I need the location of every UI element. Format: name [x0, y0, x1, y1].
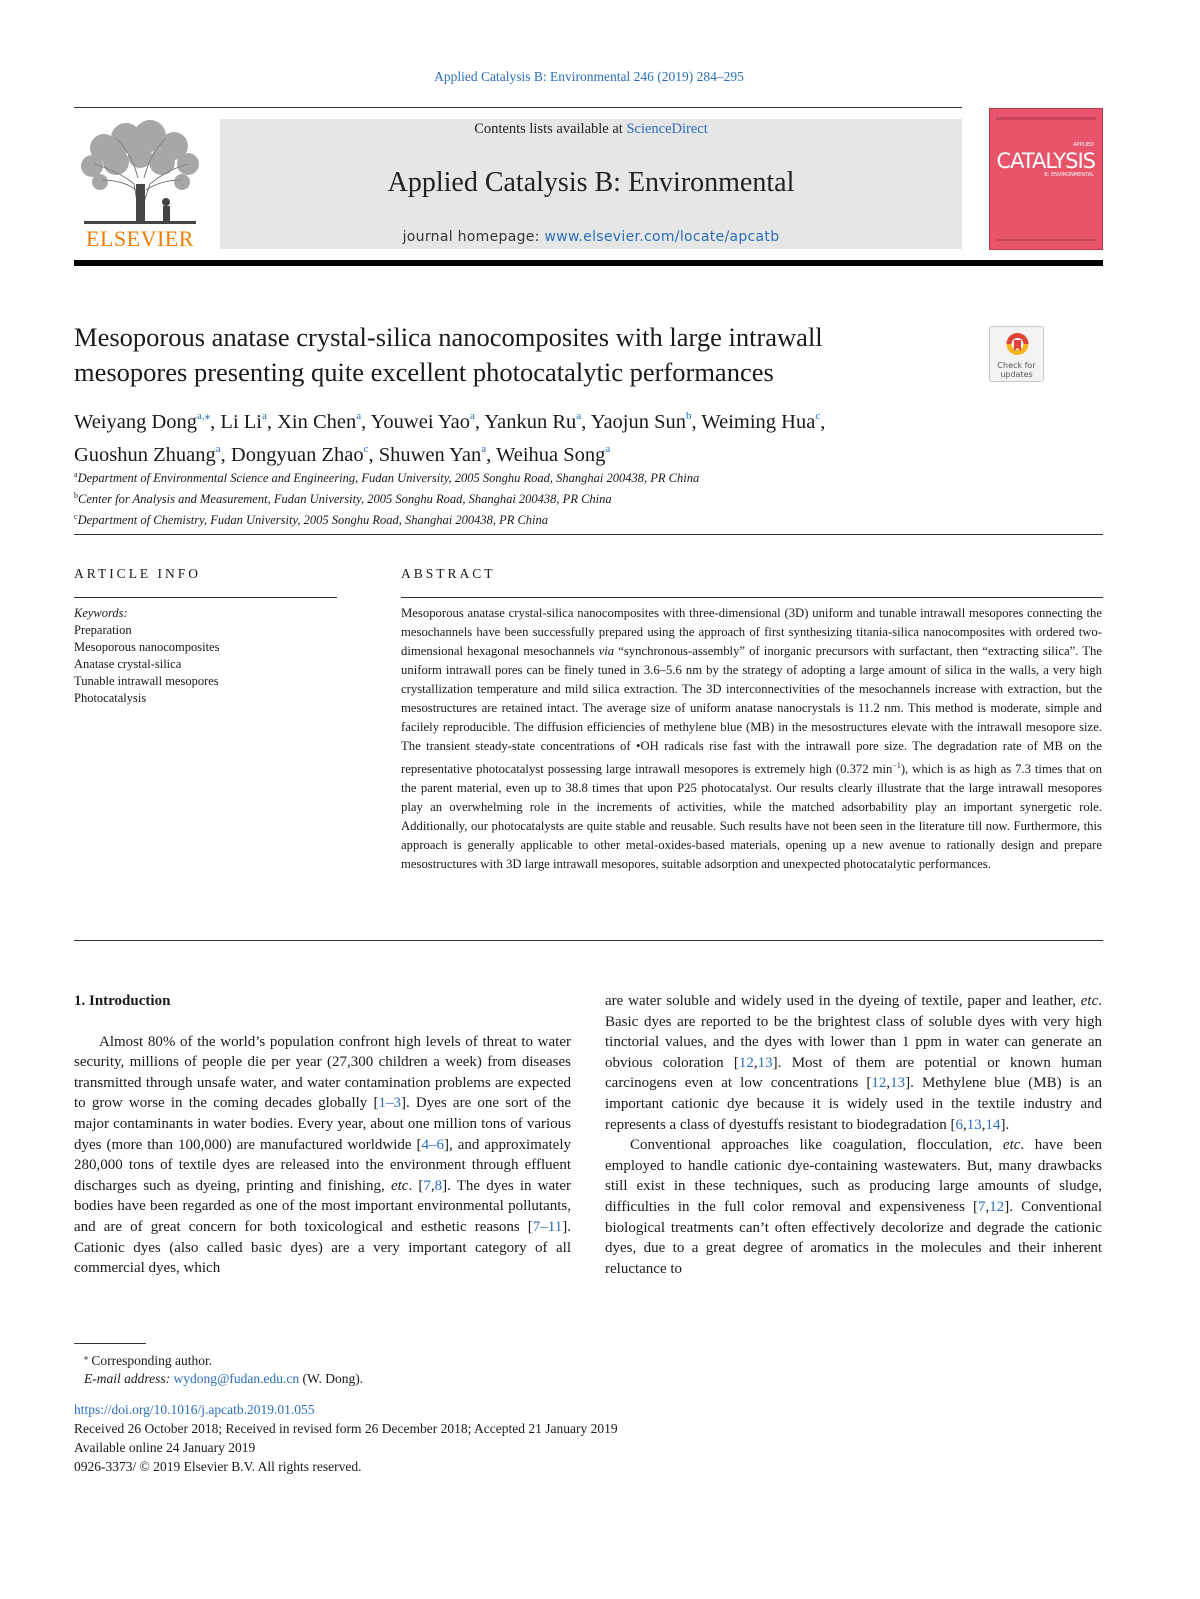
- check-for-updates-badge[interactable]: [989, 326, 1044, 382]
- citation-link[interactable]: 13: [757, 1054, 773, 1071]
- sciencedirect-link[interactable]: ScienceDirect: [626, 121, 708, 137]
- abstract-text-part: ), which is as high as 7.3 times that on the parent material, even up to 38.8 times that upon P25 photocatalyst. Our results clearly illustrate that the large intrawall mesopores play an overwhelming role in the increments of activities, while the matched adsorbability play an important synergetic role. Additionally, our photocatalysts are quite stable and reusable. Such results have not been seen in the literature till now. Furthermore, this approach is generally applicable to other metal-oxides-based materials, opening up a new avenue to rationally design and prepare mesostructures with 3D large intrawall mesopores, suitable adsorption and unexpected photocatalytic performances.: [401, 762, 1102, 872]
- abstract-unit-exponent: −1: [892, 761, 901, 770]
- affiliation-bottom-rule: [74, 534, 1103, 535]
- corresponding-author-text: Corresponding author.: [88, 1353, 213, 1368]
- doi-link[interactable]: https://doi.org/10.1016/j.apcatb.2019.01.055: [74, 1402, 315, 1417]
- citation-link[interactable]: 13: [890, 1075, 906, 1092]
- author-name[interactable]: Yankun Ru: [484, 411, 577, 433]
- keywords-label: Keywords:: [74, 606, 128, 620]
- title-line-2: mesopores presenting quite excellent photocatalytic performances: [74, 357, 774, 387]
- intro-paragraph-continued: are water soluble and widely used in the dyeing of textile, paper and leather, etc. Basic dyes are reported to be the brightest class of soluble dyes with very high tinctorial values, and the dyes with lower than 1 ppm in water can generate an obvious coloration [12,13]. Most of them are potential or known human carcinogens even at low concentrations [12,13]. Methylene blue (MB) is an important cationic dye because it is widely used in the textile industry and represents a class of dyestuffs resistant to biodegradation [6,13,14].: [605, 993, 1103, 1133]
- corresponding-author-note: [74, 1349, 674, 1370]
- affiliation-text: Department of Chemistry, Fudan University, 2005 Songhu Road, Shanghai 200438, PR China: [77, 513, 549, 527]
- email-suffix: (W. Dong).: [299, 1371, 364, 1386]
- badge-label-line-1: Check for: [997, 361, 1036, 370]
- journal-homepage-line: [220, 229, 962, 245]
- check-for-updates-label: [990, 361, 1043, 379]
- author-affiliation-mark[interactable]: c: [815, 410, 821, 422]
- author-name[interactable]: Youwei Yao: [370, 411, 470, 433]
- title-line-1: Mesoporous anatase crystal-silica nanocomposites with large intrawall: [74, 322, 823, 352]
- elsevier-wordmark: ELSEVIER: [86, 226, 194, 251]
- affiliation-text: Center for Analysis and Measurement, Fudan University, 2005 Songhu Road, Shanghai 200438, PR China: [78, 492, 612, 506]
- author-separator: ,: [486, 444, 497, 466]
- keyword-item: Mesoporous nanocomposites: [74, 640, 220, 654]
- cover-subtitle: B: ENVIRONMENTAL: [1044, 172, 1094, 178]
- affiliation-list: [74, 466, 1104, 529]
- affiliation-text: Department of Environmental Science and Engineering, Fudan University, 2005 Songhu Road, Shanghai 200438, PR China: [77, 471, 700, 485]
- author-separator: ,: [361, 411, 371, 433]
- author-affiliation-mark[interactable]: a: [576, 410, 582, 422]
- cover-applied-label: APPLIED: [1073, 142, 1094, 148]
- author-name[interactable]: Weihua Song: [496, 444, 606, 466]
- body-column-right: [605, 991, 1102, 1279]
- keyword-item: Tunable intrawall mesopores: [74, 674, 219, 688]
- affiliation-item: [74, 487, 1104, 508]
- contents-prefix: Contents lists available at: [474, 121, 627, 137]
- affiliation-mark: b: [74, 491, 78, 500]
- author-separator: ,: [368, 444, 379, 466]
- citation-link[interactable]: 7–11: [532, 1218, 563, 1235]
- citation-link[interactable]: 7: [423, 1177, 431, 1194]
- keyword-item: Preparation: [74, 623, 132, 637]
- author-name[interactable]: Yaojun Sun: [590, 411, 687, 433]
- keyword-item: Photocatalysis: [74, 691, 147, 705]
- contents-available-line: [220, 121, 962, 138]
- elsevier-logo[interactable]: [74, 118, 206, 250]
- email-link[interactable]: wydong@fudan.edu.cn: [173, 1371, 300, 1386]
- affiliation-item: [74, 508, 1104, 529]
- abstract-text-part: “synchronous-assembly” of inorganic precursors with surfactant, then “extracting silica”. The uniform intrawall pores can be finely tuned in 3.6–5.6 nm by the strategy of adopting a large amount of silica in the walls, a very high crystallization temperature and mild silica extraction. The 3D interconnectivities of the mesochannels increase with extraction, but the mesostructures are retained intact. The average size of uniform anatase nanocrystals is 11.2 nm. This method is moderate, simple and facilely reproducible. The diffusion efficiencies of methylene blue (MB) in the mesostructures elevate with the intrawall mesopore size. The transient steady-state concentrations of •OH radicals rise fast with the intrawall pore size. The degradation rate of MB on the representative photocatalyst possessing large intrawall mesopores is extremely high (0.372 min: [401, 644, 1102, 777]
- badge-label-line-2: updates: [1000, 370, 1033, 379]
- abstract-heading: ABSTRACT: [401, 566, 496, 581]
- author-affiliation-mark[interactable]: a: [470, 410, 475, 422]
- affiliation-item: [74, 466, 1104, 487]
- received-dates: Received 26 October 2018; Received in revised form 26 December 2018; Accepted 21 January 2019: [74, 1421, 618, 1436]
- header-top-rule: [74, 107, 962, 108]
- author-affiliation-mark[interactable]: b: [686, 410, 692, 422]
- footnotes: [74, 1349, 674, 1388]
- author-separator: ,: [820, 411, 826, 433]
- author-separator: ,: [474, 411, 485, 433]
- citation-link[interactable]: 13: [966, 1116, 982, 1133]
- article-info-rule: [74, 597, 337, 598]
- abstract-bottom-rule: [74, 940, 1103, 941]
- intro-paragraph: Conventional approaches like coagulation, flocculation, etc. have been employed to handle cationic dye-containing wastewaters. But, many drawbacks still exist in these techniques, such as producing large amounts of sludge, difficulties in the full color removal and expensiveness [7,12]. Conventional biological treatments can’t often effectively decolorize and degrade the cationic dyes, due to a great degree of aromatics in the molecules and their inherent reluctance to: [605, 1137, 1102, 1277]
- intro-paragraph: Almost 80% of the world’s population confront high levels of threat to water security, millions of people die per year (27,300 children a week) from diseases transmitted through unsafe water, and water contamination problems are expected to grow worse in the coming decades globally [1–3]. Dyes are one sort of the major contaminants in water bodies. Every year, about one million tons of various dyes (more than 100,000) are manufactured worldwide [4–6], and approximately 280,000 tons of textile dyes are released into the environment through effluent discharges such as dyeing, printing and finishing, etc. [7,8]. The dyes in water bodies have been regarded as one of the most important environmental pollutants, and are of great concern for both toxicological and esthetic reasons [7–11]. Cationic dyes (also called basic dyes) are a very important category of all commercial dyes, which: [74, 1033, 571, 1277]
- author-affiliation-mark[interactable]: a,⁎: [197, 410, 211, 422]
- author-affiliation-mark[interactable]: a: [215, 443, 221, 455]
- available-online-date: Available online 24 January 2019: [74, 1440, 256, 1455]
- author-affiliation-mark[interactable]: a: [261, 410, 267, 422]
- journal-cover-thumbnail[interactable]: [989, 108, 1103, 250]
- author-name[interactable]: Shuwen Yan: [378, 444, 482, 466]
- author-separator: ,: [266, 411, 278, 433]
- author-affiliation-mark[interactable]: a: [605, 443, 611, 455]
- footnote-mark: ⁎: [84, 1353, 88, 1362]
- email-note: [74, 1370, 674, 1388]
- body-column-left: [74, 991, 571, 1279]
- article-info-heading: ARTICLE INFO: [74, 566, 202, 581]
- citation-link[interactable]: 14: [985, 1116, 1001, 1133]
- homepage-prefix: journal homepage:: [402, 229, 545, 245]
- journal-banner: [220, 119, 962, 249]
- publication-info: [74, 1400, 874, 1476]
- citation-link[interactable]: 8: [434, 1177, 443, 1194]
- citation-link[interactable]: 12: [871, 1075, 887, 1092]
- author-list: [74, 403, 1104, 469]
- citation-link[interactable]: 12: [738, 1054, 754, 1071]
- crossmark-icon: [990, 327, 1045, 361]
- citation-link[interactable]: 6: [955, 1116, 963, 1133]
- author-name[interactable]: Xin Chen: [277, 411, 357, 433]
- cover-top-band: [996, 117, 1096, 120]
- author-separator: ,: [581, 411, 591, 433]
- abstract-rule: [401, 597, 1103, 598]
- abstract-text: [401, 604, 1102, 874]
- author-separator: ,: [210, 411, 221, 433]
- author-separator: ,: [691, 411, 702, 433]
- section-heading-introduction: 1. Introduction: [74, 993, 171, 1009]
- cover-bottom-band: [996, 239, 1096, 241]
- keyword-item: Anatase crystal-silica: [74, 657, 182, 671]
- cover-journal-name: CATALYSIS: [996, 149, 1095, 173]
- author-name[interactable]: Dongyuan Zhao: [230, 444, 364, 466]
- author-name[interactable]: Guoshun Zhuang: [74, 444, 216, 466]
- article-title: [74, 320, 954, 390]
- author-affiliation-mark[interactable]: c: [363, 443, 369, 455]
- journal-reference-link[interactable]: Applied Catalysis B: Environmental 246 (2019) 284–295: [434, 69, 744, 84]
- citation-link[interactable]: 7: [978, 1198, 986, 1215]
- tree-icon: [74, 118, 206, 226]
- citation-link[interactable]: 4–6: [421, 1136, 445, 1153]
- abstract-text-part: Mesoporous anatase crystal-silica nanocomposites with three-dimensional (3D) uniform and tunable intrawall mesopores connecting the mesochannels have been successfully prepared using the approach of first synthesizing titania-silica nanocomposites with ordered two-dimensional hexagonal mesochannels: [401, 606, 1102, 658]
- footnote-rule: [74, 1343, 146, 1344]
- header-thick-rule: [74, 260, 1103, 266]
- author-name[interactable]: Weiming Hua: [701, 411, 816, 433]
- email-label: E-mail address:: [84, 1371, 171, 1386]
- author-name[interactable]: Weiyang Dong: [74, 411, 198, 433]
- abstract-italic-via: via: [598, 644, 615, 658]
- author-name[interactable]: Li Li: [220, 411, 262, 433]
- journal-title: Applied Catalysis B: Environmental: [387, 167, 795, 198]
- author-affiliation-mark[interactable]: a: [481, 443, 487, 455]
- journal-homepage-link[interactable]: www.elsevier.com/locate/apcatb: [544, 229, 780, 245]
- author-separator: ,: [220, 444, 231, 466]
- copyright-notice: 0926-3373/ © 2019 Elsevier B.V. All rights reserved.: [74, 1459, 362, 1474]
- affiliation-mark: c: [74, 512, 78, 521]
- author-affiliation-mark[interactable]: a: [356, 410, 362, 422]
- citation-link[interactable]: 1–3: [378, 1095, 401, 1112]
- affiliation-mark: a: [74, 470, 78, 479]
- citation-link[interactable]: 12: [989, 1198, 1005, 1215]
- keywords-list: [74, 605, 336, 707]
